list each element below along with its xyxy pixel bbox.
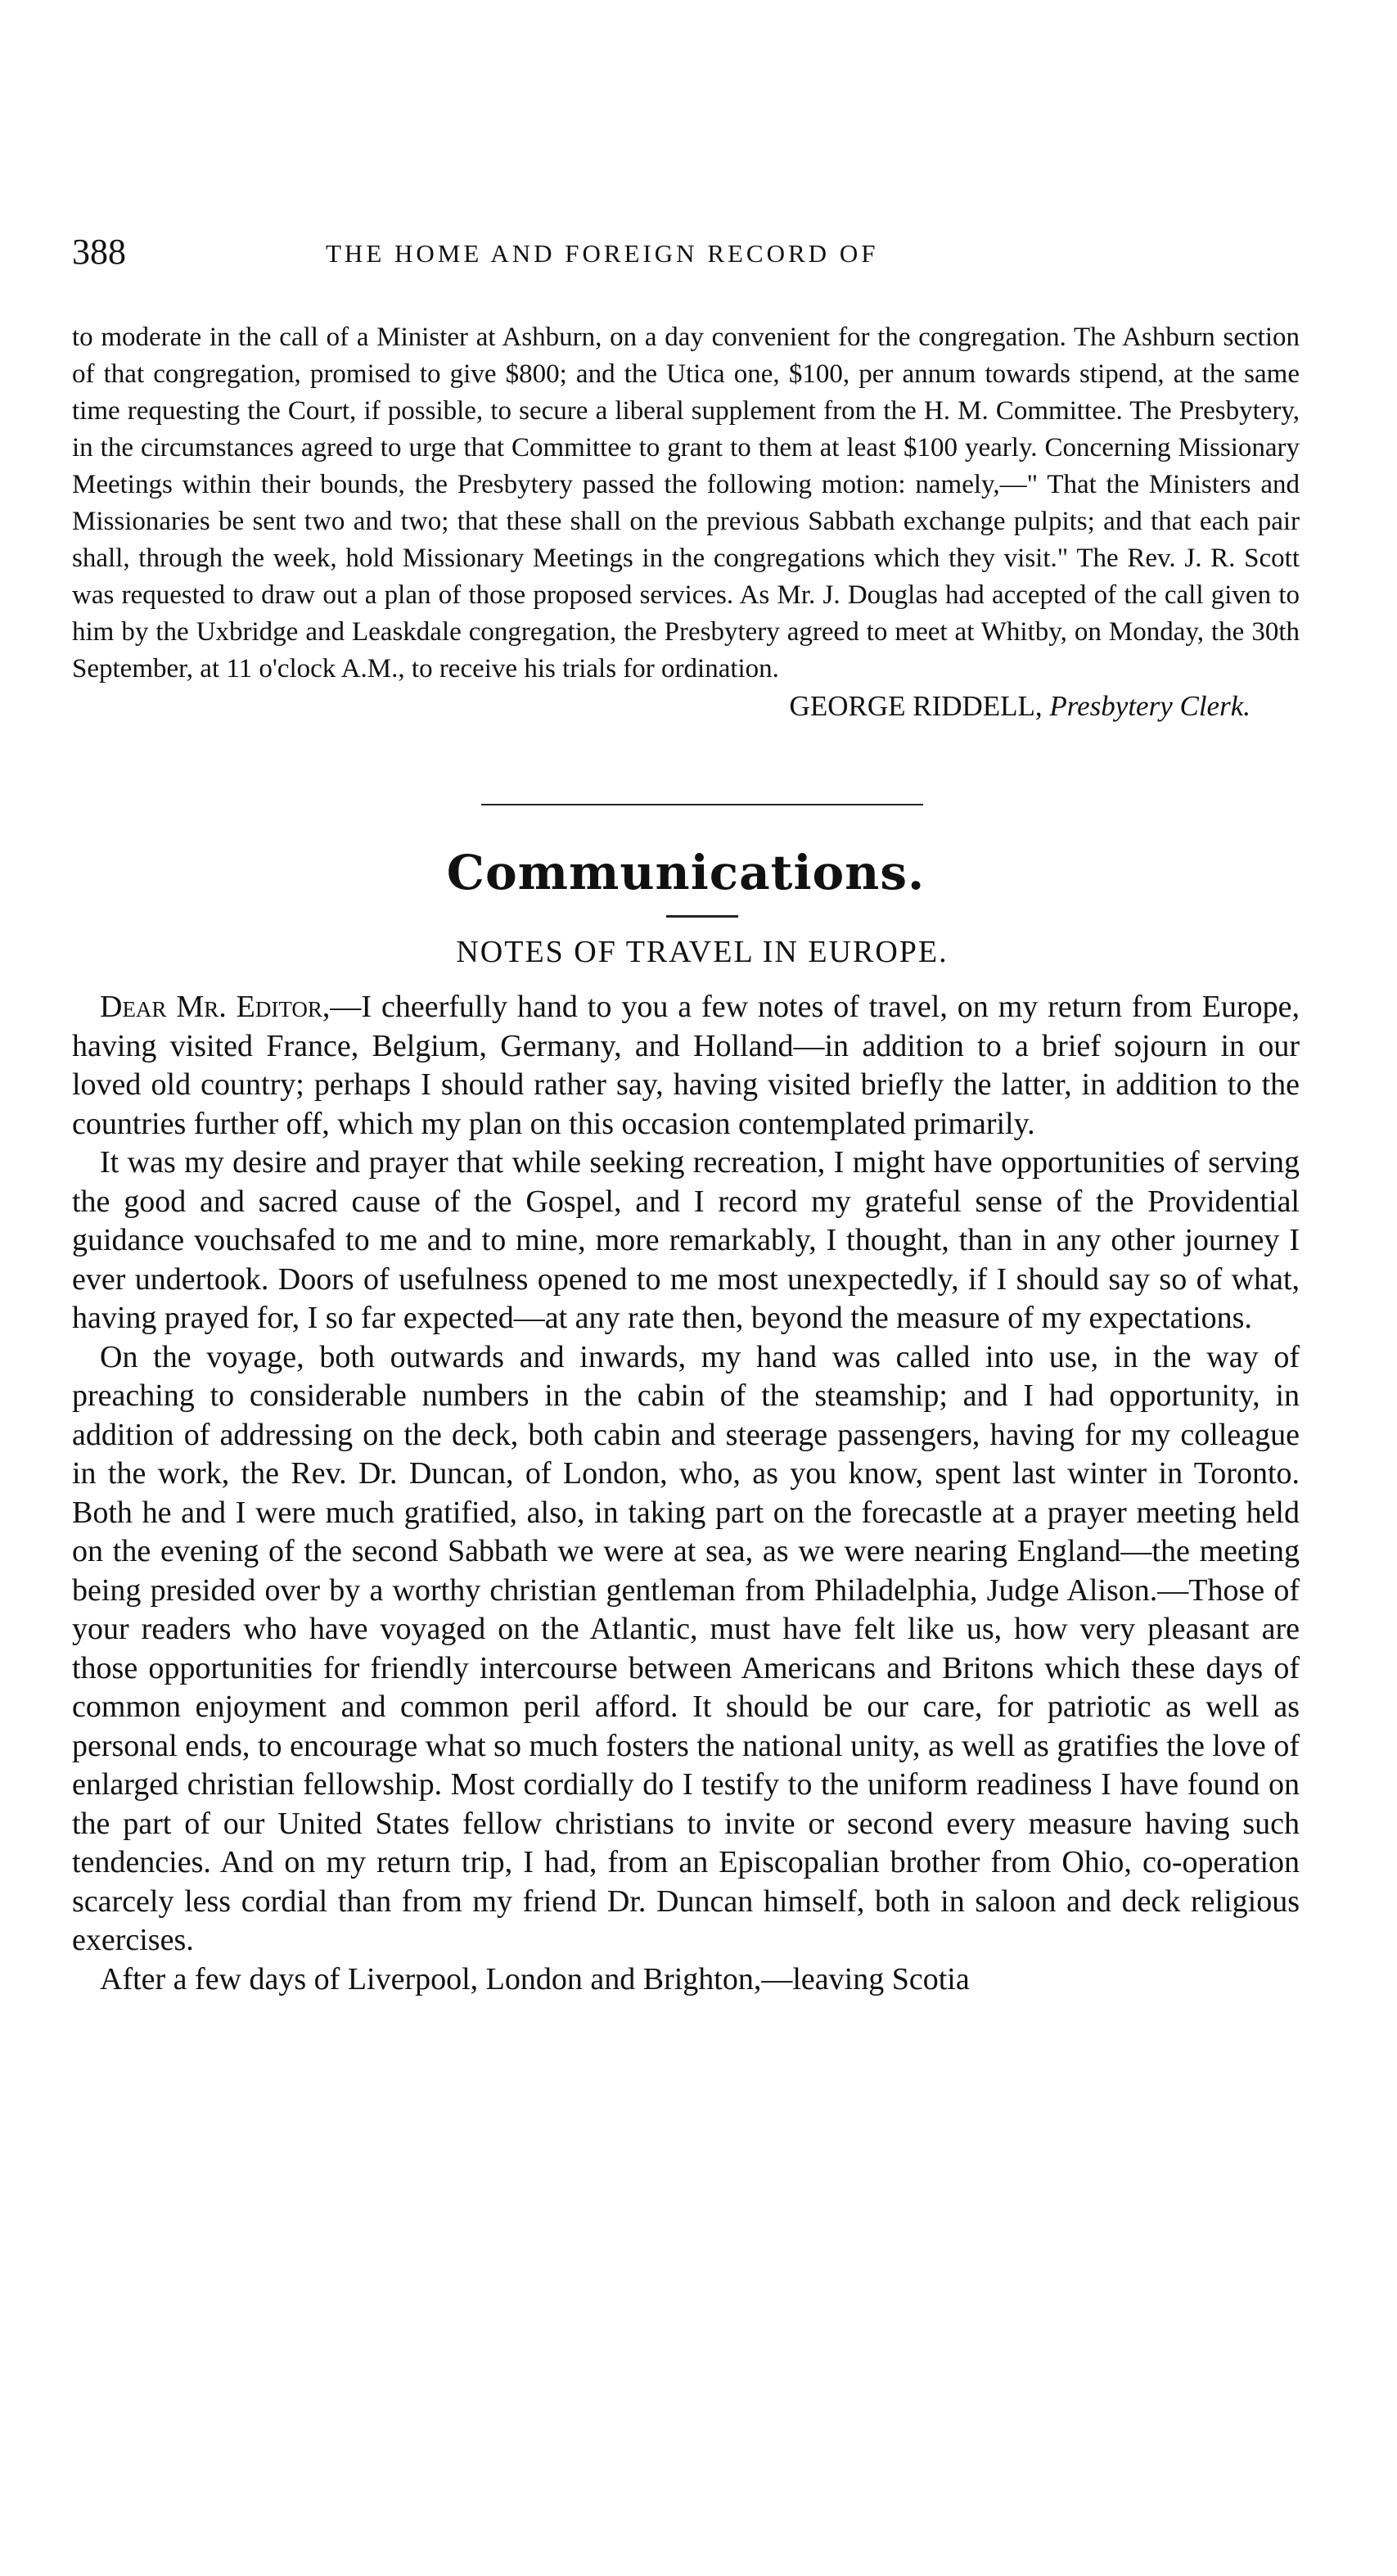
paragraph: It was my desire and prayer that while seeking recreation, I might have opportunities of serving the good and sacred cause of the Gospel, and I record my grateful sense of the Providential guidance vouchsafed to me and to mine, more remarkably, I thought, than in any other journey I ever undertook. Doors of usefulness opened to me most unexpectedly, if I should say so of what, having prayed for, I so far expected—at any rate then, beyond the measure of my expectations. bbox=[72, 1145, 1300, 1335]
paragraph: After a few days of Liverpool, London and Brighton,—leaving Scotia bbox=[100, 1961, 970, 1996]
paragraph bbox=[72, 988, 1300, 1144]
page bbox=[72, 231, 1300, 1999]
signature-role: Presbytery Clerk. bbox=[1049, 690, 1251, 722]
paragraph-text: —I cheerfully hand to you a few notes of travel, on my return from Europe, having visited France, Belgium, Germany, and Holland—in addition to a brief sojourn in our loved old country; perhaps I should rather say, having visited briefly the latter, in addition to the countries further off, which my plan on this occasion contemplated primarily. bbox=[72, 990, 1300, 1141]
paragraph: On the voyage, both outwards and inwards, my hand was called into use, in the way of preaching to considerable numbers in the cabin of the steamship; and I had opportunity, in addition of addressing on the deck, both cabin and steerage passengers, having for my colleague in the work, the Rev. Dr. Duncan, of London, who, as you know, spent last winter in Toronto. Both he and I were much gratified, also, in taking part on the forecastle at a prayer meeting held on the evening of the second Sabbath we were at sea, as we were nearing England—the meeting being presided over by a worthy christian gentleman from Philadelphia, Judge Alison.—Those of your readers who have voyaged on the Atlantic, must have felt like us, how very pleasant are those opportunities for friendly intercourse between Americans and Britons which these days of common enjoyment and common peril afford. It should be our care, for patriotic as well as personal ends, to encourage what so much fosters the national unity, as well as gratifies the love of enlarged christian fellowship. Most cordially do I testify to the uniform readiness I have found on the part of our United States fellow christians to invite or second every measure having such tendencies. And on my return trip, I had, from an Episcopalian brother from Ohio, co-operation scarcely less cordial than from my friend Dr. Duncan himself, both in saloon and deck religious exercises. bbox=[72, 1339, 1300, 1957]
heading-rule bbox=[666, 915, 738, 918]
running-title: THE HOME AND FOREIGN RECORD OF bbox=[326, 239, 879, 268]
article-title: NOTES OF TRAVEL IN EUROPE. bbox=[456, 935, 949, 969]
presbytery-report-text: to moderate in the call of a Minister at Ashburn, on a day convenient for the congregation. The Ashburn section of that congregation, promised to give $800; and the Utica one, $100, per annum towards stipend, at the same time requesting the Court, if possible, to secure a liberal supplement from the H. M. Committee. The Presbytery, in the circumstances agreed to urge that Committee to grant to them at least $100 yearly. Concerning Missionary Meetings within their bounds, the Presbytery passed the following motion: namely,—" That the Ministers and Missionaries be sent two and two; that these shall on the previous Sabbath exchange pulpits; and that each pair shall, through the week, hold Missionary Meetings in the congregations which they visit." The Rev. J. R. Scott was requested to draw out a plan of those proposed services. As Mr. J. Douglas had accepted of the call given to him by the Uxbridge and Leaskdale congregation, the Presbytery agreed to meet at Whitby, on Monday, the 30th September, at 11 o'clock A.M., to receive his trials for ordination. bbox=[72, 323, 1300, 683]
running-head bbox=[72, 231, 1300, 280]
signature-name: GEORGE RIDDELL, bbox=[789, 690, 1043, 722]
section-divider bbox=[481, 804, 923, 805]
section-heading: Communications. bbox=[446, 845, 926, 900]
salutation: Dear Mr. Editor, bbox=[100, 990, 331, 1024]
page-number: 388 bbox=[72, 232, 126, 272]
signature bbox=[72, 688, 1300, 725]
article-body bbox=[72, 988, 1300, 1999]
